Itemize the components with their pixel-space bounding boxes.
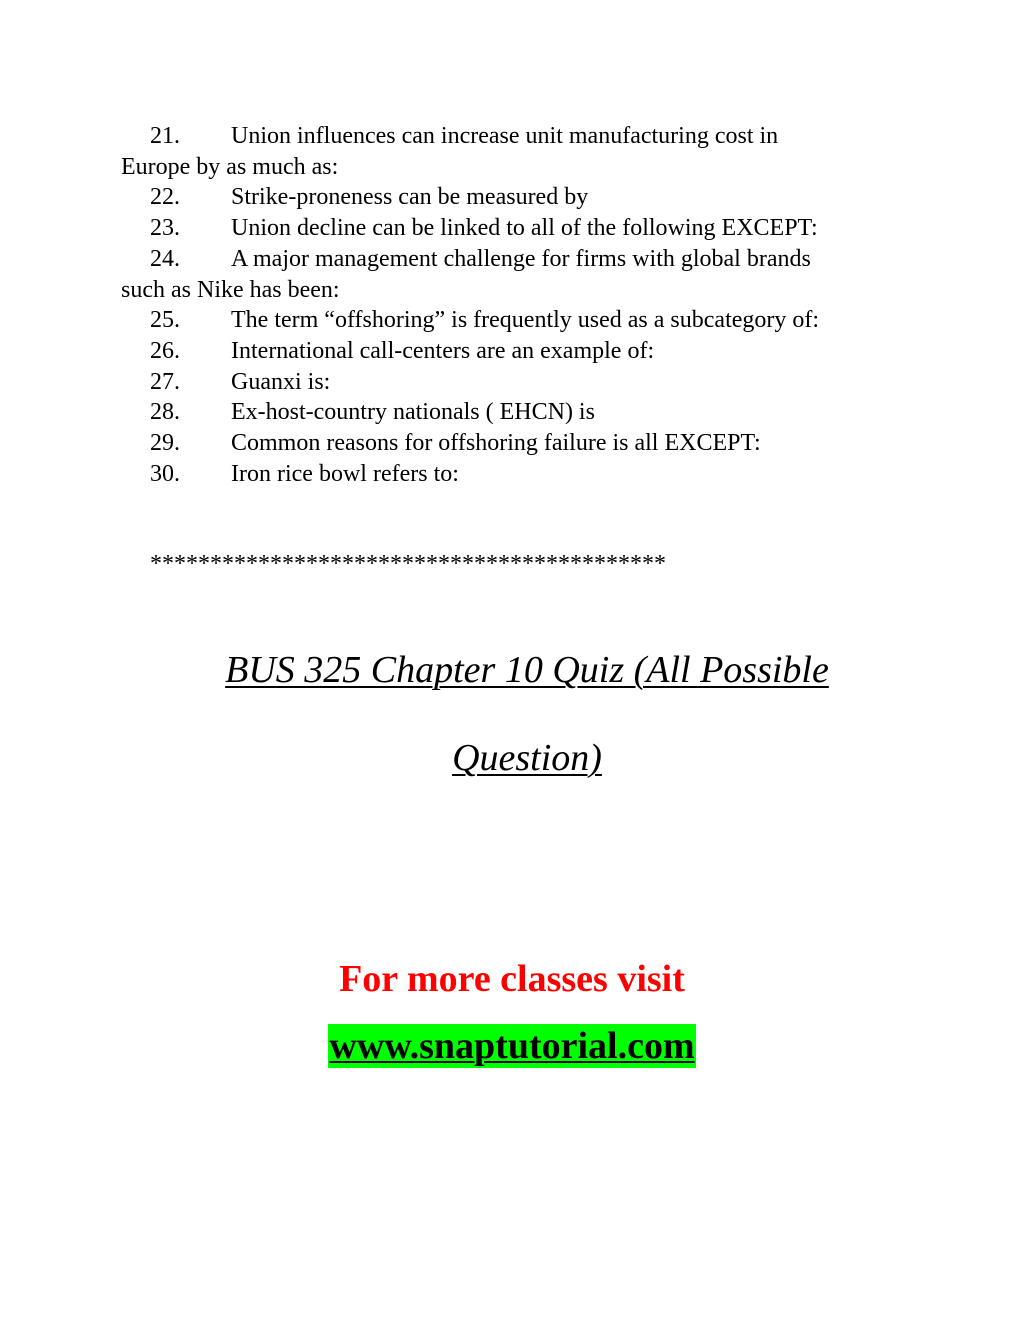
page-title-text: BUS 325 Chapter 10 Quiz (All Possible: [225, 649, 829, 691]
question-23: [121, 213, 911, 244]
question-25: [121, 305, 911, 336]
question-29: [121, 428, 911, 459]
question-number: 22.: [150, 184, 180, 211]
question-text: The term “offshoring” is frequently used as a subcategory of:: [231, 307, 820, 334]
question-24-continued: [121, 275, 911, 306]
page-title-line-2: [0, 736, 1024, 780]
question-text: Ex-host-country nationals ( EHCN) is: [231, 399, 595, 426]
question-text: Iron rice bowl refers to:: [231, 460, 459, 487]
question-text: International call-centers are an example of:: [231, 337, 655, 364]
promo-label: For more classes visit: [339, 958, 685, 1000]
question-number: 25.: [150, 307, 180, 334]
question-number: 27.: [150, 368, 180, 395]
question-text: A major management challenge for firms with global brands: [231, 245, 811, 272]
question-30: [121, 459, 911, 490]
promo-url-row: [0, 1024, 1024, 1068]
question-text: Union influences can increase unit manufacturing cost in: [231, 123, 779, 149]
question-number: 21.: [150, 123, 180, 149]
promo-text: [0, 957, 1024, 1001]
question-text: Guanxi is:: [231, 368, 331, 395]
separator-line: *******************************************: [150, 551, 666, 577]
question-number: 30.: [150, 460, 180, 487]
question-21-continued: [121, 152, 911, 183]
question-21: [121, 121, 911, 152]
question-number: 26.: [150, 337, 180, 364]
question-24: [121, 244, 911, 275]
question-number: 24.: [150, 245, 180, 272]
question-number: 28.: [150, 399, 180, 426]
question-text: Strike-proneness can be measured by: [231, 184, 589, 211]
question-27: [121, 367, 911, 398]
question-text: Union decline can be linked to all of the following EXCEPT:: [231, 215, 818, 242]
question-28: [121, 397, 911, 428]
question-list: [121, 121, 911, 489]
page-title-line-1: [0, 648, 1024, 692]
question-number: 23.: [150, 215, 180, 242]
question-22: [121, 182, 911, 213]
promo-url-link[interactable]: www.snaptutorial.com: [329, 1025, 695, 1067]
question-text-continued: Europe by as much as:: [121, 153, 339, 180]
question-number: 29.: [150, 430, 180, 457]
question-text-continued: such as Nike has been:: [121, 276, 340, 303]
question-26: [121, 336, 911, 367]
page-title-text: Question): [452, 737, 602, 779]
question-text: Common reasons for offshoring failure is all EXCEPT:: [231, 430, 761, 457]
